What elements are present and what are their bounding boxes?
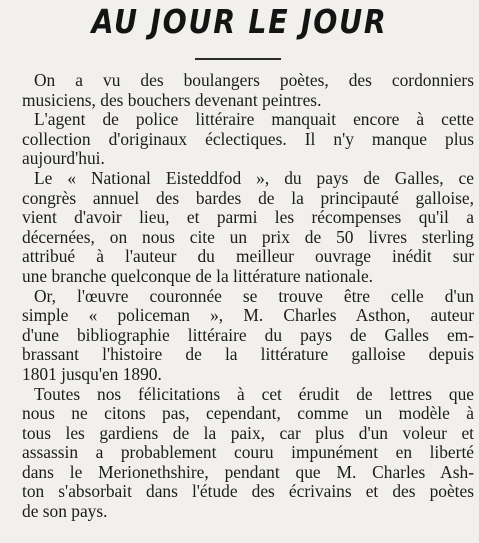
text-line: congrès annuel des bardes de la principauté galloise, [22,188,474,208]
paragraph-3 [22,169,474,287]
text-line: Le « National Eisteddfod », du pays de Galles, ce [34,168,474,188]
text-line: simple « policeman », M. Charles Asthon, auteur [22,306,474,326]
headline-rule [195,58,281,60]
headline: AU JOUR LE JOUR [91,2,388,41]
text-line: ton s'absorbait dans l'étude des écrivains et des poètes [22,482,474,502]
text-line: collection d'originaux éclectiques. Il n'y manque plus [22,129,474,149]
article-body [22,71,474,522]
paragraph-4 [22,287,474,385]
text-line: brassant l'histoire de la littérature galloise depuis [22,345,474,365]
text-line: Toutes nos félicitations à cet érudit de lettres que [34,384,474,404]
text-line: d'une bibliographie littéraire du pays de Galles em- [22,325,474,345]
text-line: assassin a probablement couru impunément en liberté [22,443,474,463]
text-line: une branche quelconque de la littérature nationale. [22,266,374,286]
text-line: nous ne citons pas, cependant, comme un modèle à [22,404,474,424]
paragraph-1 [22,71,474,110]
text-line: 1801 jusqu'en 1890. [22,364,162,384]
paragraph-5 [22,385,474,522]
text-line: Or, l'œuvre couronnée se trouve être celle d'un [34,286,474,306]
text-line: musiciens, des bouchers devenant peintres. [22,90,322,110]
text-line: de son pays. [22,502,108,522]
text-line: dans le Merionethshire, pendant que M. Charles Ash- [22,462,474,482]
text-line: On a vu des boulangers poètes, des cordonniers [34,71,474,90]
text-line: décernées, on nous cite un prix de 50 livres sterling [22,227,474,247]
text-line: tous les gardiens de la paix, car plus d'un voleur et [22,423,474,443]
paragraph-2 [22,110,474,169]
text-line: aujourd'hui. [22,149,105,169]
text-line: L'agent de police littéraire manquait encore à cette [34,110,474,130]
text-line: attribué à l'auteur du meilleur ouvrage inédit sur [22,247,474,267]
text-line: vient d'avoir lieu, et parmi les récompenses qu'il a [22,208,474,228]
